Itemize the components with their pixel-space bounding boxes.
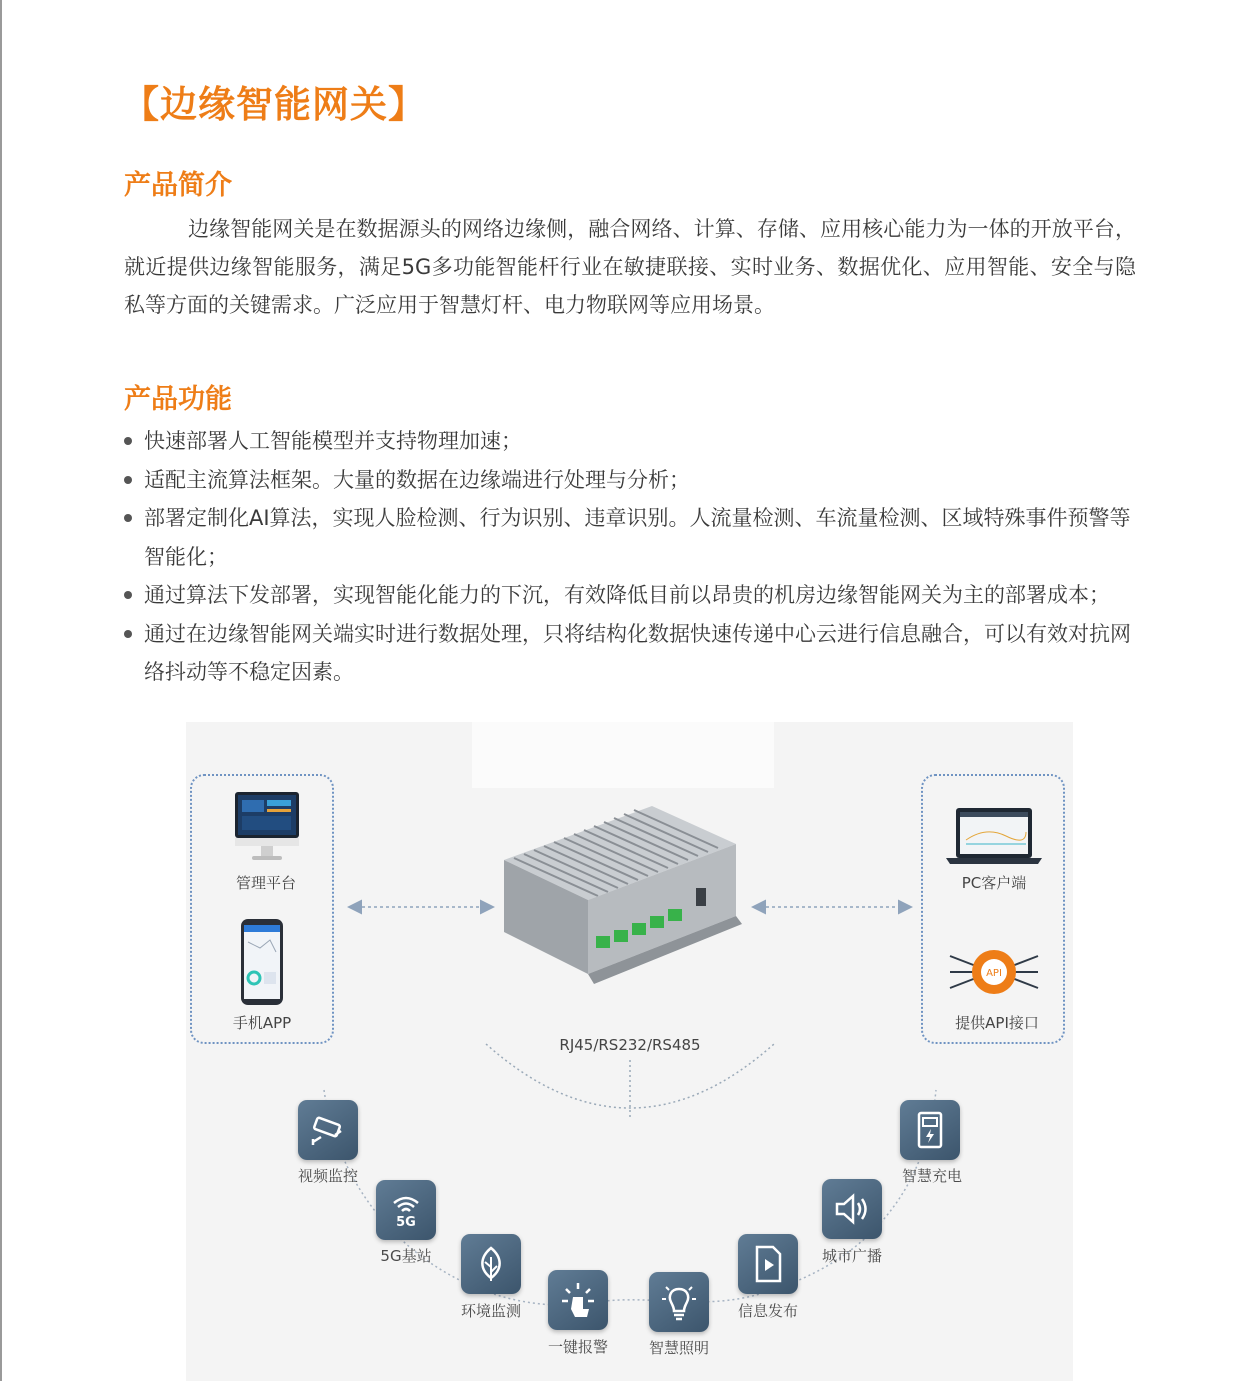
tile-label: 智慧照明 [648, 1339, 710, 1357]
tile-label: 信息发布 [737, 1302, 799, 1320]
tile-label: 城市广播 [821, 1247, 883, 1265]
features-heading: 产品功能 [124, 384, 232, 415]
pc-client-label: PC客户端 [961, 874, 1027, 892]
charging-station-icon [909, 1109, 951, 1151]
api-interface-label: 提供API接口 [955, 1014, 1039, 1032]
5g-glyph-text: 5G [396, 1215, 416, 1230]
tile-label: 智慧充电 [901, 1167, 963, 1185]
interface-label: RJ45/RS232/RS485 [559, 1036, 701, 1054]
feature-item: 通过算法下发部署，实现智能化能力的下沉，有效降低目前以昂贵的机房边缘智能网关为主的部署成本； [120, 576, 1136, 615]
laptop-icon [946, 806, 1042, 866]
gateway-device-image [502, 804, 742, 994]
leaf-icon [470, 1243, 512, 1285]
tile-label: 环境监测 [460, 1302, 522, 1320]
intro-paragraph: 边缘智能网关是在数据源头的网络边缘侧，融合网络、计算、存储、应用核心能力为一体的开放平台，就近提供边缘智能服务，满足5G多功能智能杆行业在敏捷联接、实时业务、数据优化、应用智能、安全与隐私等方面的关键需求。广泛应用于智慧灯杆、电力物联网等应用场景。 [124, 217, 1136, 317]
tile-label: 5G基站 [380, 1247, 432, 1265]
page-left-border [0, 0, 2, 1381]
api-badge-text: API [986, 968, 1002, 979]
tile-label: 一键报警 [547, 1338, 609, 1356]
camera-icon [307, 1109, 349, 1151]
alarm-icon [557, 1279, 599, 1321]
tile-5g-station [376, 1180, 436, 1240]
monitor-icon [234, 790, 300, 868]
tile-label: 视频监控 [297, 1167, 359, 1185]
tile-smart-lighting [649, 1272, 709, 1332]
architecture-diagram [186, 722, 1073, 1381]
document-play-icon [747, 1243, 789, 1285]
tile-environment-monitoring [461, 1234, 521, 1294]
intro-heading: 产品简介 [124, 170, 232, 201]
signal-5g-icon [385, 1189, 427, 1231]
bulb-icon [658, 1281, 700, 1323]
phone-icon [240, 918, 284, 1006]
mobile-app-label: 手机APP [232, 1014, 292, 1032]
management-platform-label: 管理平台 [235, 874, 297, 892]
speaker-icon [831, 1188, 873, 1230]
tile-video-surveillance [298, 1100, 358, 1160]
feature-item: 部署定制化AI算法，实现人脸检测、行为识别、违章识别。人流量检测、车流量检测、区域特殊事件预警等智能化； [120, 499, 1136, 576]
tile-one-key-alarm [548, 1270, 608, 1330]
api-icon [946, 942, 1042, 1002]
tile-city-broadcast [822, 1179, 882, 1239]
page-title: 【边缘智能网关】 [122, 83, 426, 126]
feature-list [120, 422, 1136, 692]
feature-item: 通过在边缘智能网关端实时进行数据处理，只将结构化数据快速传递中心云进行信息融合，可以有效对抗网络抖动等不稳定因素。 [120, 615, 1136, 692]
feature-item: 适配主流算法框架。大量的数据在边缘端进行处理与分析； [120, 461, 1136, 500]
feature-item: 快速部署人工智能模型并支持物理加速； [120, 422, 1136, 461]
tile-info-publishing [738, 1234, 798, 1294]
tile-smart-charging [900, 1100, 960, 1160]
